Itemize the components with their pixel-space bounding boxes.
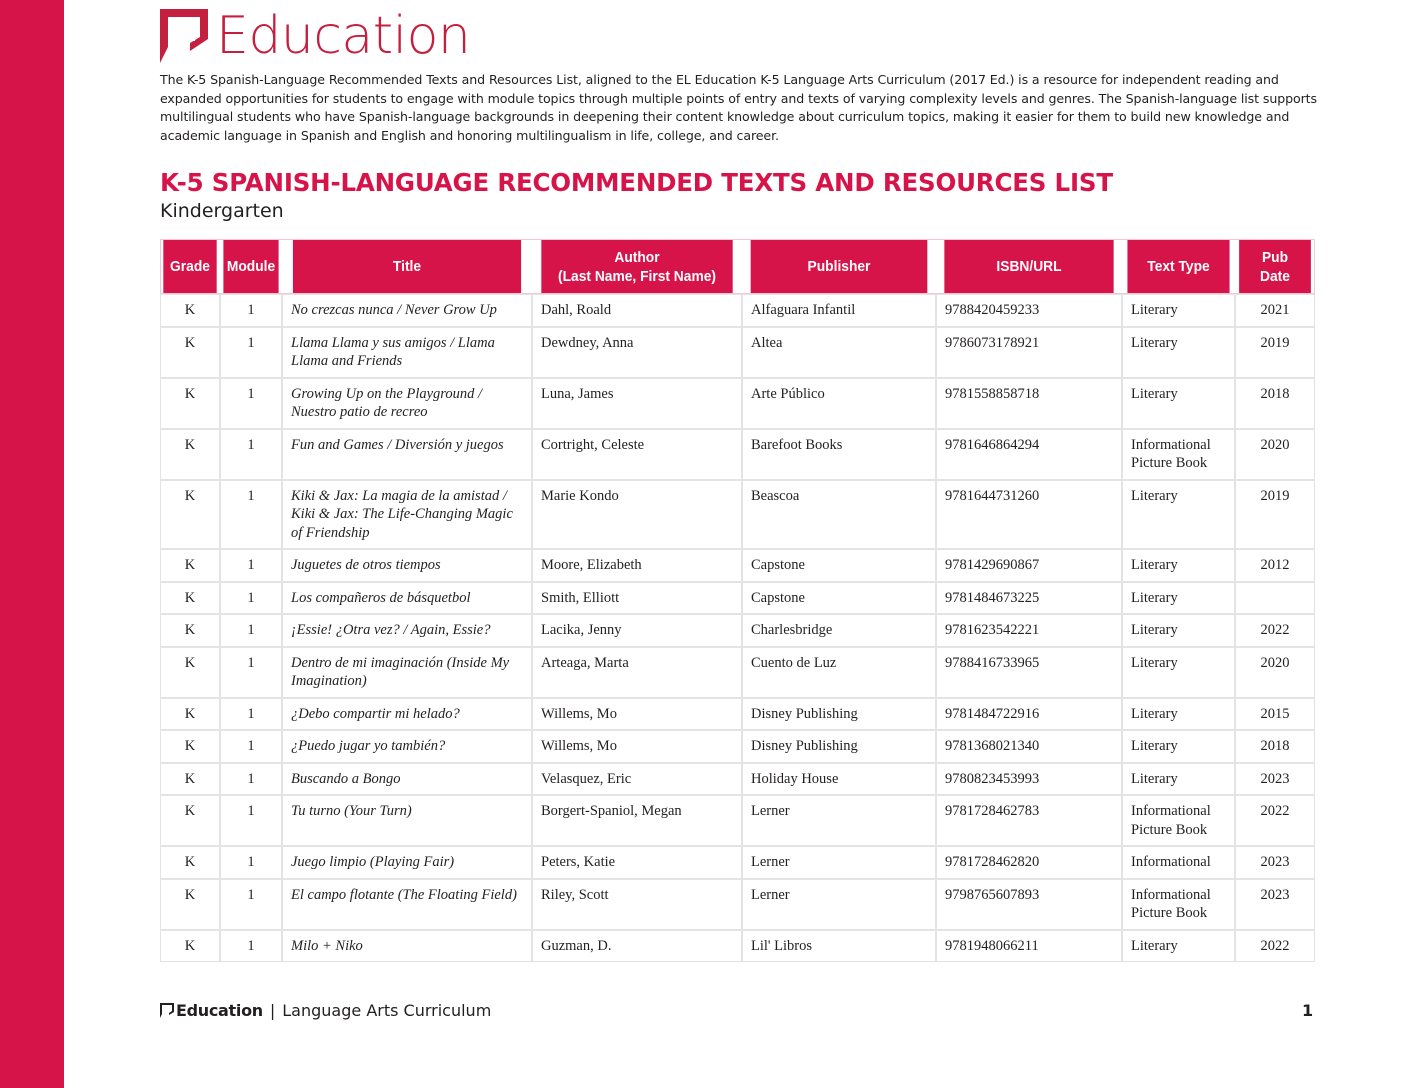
- table-row: [161, 764, 1314, 795]
- cell-isbn: 9798765607893: [937, 880, 1121, 929]
- cell-grade: K: [161, 481, 219, 549]
- cell-module: 1: [221, 430, 281, 479]
- header-author-line1: Author: [614, 248, 660, 266]
- cell-author: Dahl, Roald: [533, 295, 741, 326]
- cell-publisher: Lerner: [743, 880, 935, 929]
- cell-module: 1: [221, 379, 281, 428]
- cell-module: 1: [221, 583, 281, 614]
- cell-title: ¿Debo compartir mi helado?: [283, 699, 531, 730]
- cell-author: Dewdney, Anna: [533, 328, 741, 377]
- cell-publisher: Holiday House: [743, 764, 935, 795]
- cell-text-type: Literary: [1123, 550, 1234, 581]
- cell-author: Arteaga, Marta: [533, 648, 741, 697]
- cell-pub-date: [1236, 583, 1314, 614]
- cell-text-type: Informational Picture Book: [1123, 430, 1234, 479]
- cell-isbn: 9781484722916: [937, 699, 1121, 730]
- cell-author: Velasquez, Eric: [533, 764, 741, 795]
- cell-author: Guzman, D.: [533, 931, 741, 962]
- cell-module: 1: [221, 481, 281, 549]
- header-pub-line2: Date: [1260, 267, 1290, 285]
- table-row: [161, 699, 1314, 730]
- footer: [160, 1001, 491, 1020]
- cell-title: ¿Puedo jugar yo también?: [283, 731, 531, 762]
- cell-grade: K: [161, 931, 219, 962]
- cell-pub-date: 2019: [1236, 481, 1314, 549]
- cell-publisher: Disney Publishing: [743, 699, 935, 730]
- cell-pub-date: 2012: [1236, 550, 1314, 581]
- cell-grade: K: [161, 880, 219, 929]
- cell-text-type: Literary: [1123, 615, 1234, 646]
- cell-publisher: Cuento de Luz: [743, 648, 935, 697]
- cell-publisher: Arte Público: [743, 379, 935, 428]
- cell-text-type: Literary: [1123, 295, 1234, 326]
- table-row: [161, 430, 1314, 479]
- cell-text-type: Literary: [1123, 764, 1234, 795]
- page-number: 1: [1302, 1001, 1314, 1020]
- header-author-line2: (Last Name, First Name): [558, 267, 716, 285]
- cell-isbn: 9781948066211: [937, 931, 1121, 962]
- cell-title: Juego limpio (Playing Fair): [283, 847, 531, 878]
- cell-pub-date: 2015: [1236, 699, 1314, 730]
- cell-pub-date: 2022: [1236, 615, 1314, 646]
- footer-curriculum: Language Arts Curriculum: [282, 1001, 492, 1020]
- cell-grade: K: [161, 615, 219, 646]
- cell-grade: K: [161, 583, 219, 614]
- cell-author: Willems, Mo: [533, 699, 741, 730]
- cell-title: Buscando a Bongo: [283, 764, 531, 795]
- cell-title: ¡Essie! ¿Otra vez? / Again, Essie?: [283, 615, 531, 646]
- cell-text-type: Informational Picture Book: [1123, 880, 1234, 929]
- header-title: Title: [293, 240, 521, 293]
- cell-pub-date: 2022: [1236, 931, 1314, 962]
- table-row: [161, 583, 1314, 614]
- cell-module: 1: [221, 550, 281, 581]
- cell-pub-date: 2023: [1236, 764, 1314, 795]
- footer-separator: |: [269, 1001, 276, 1020]
- cell-module: 1: [221, 731, 281, 762]
- cell-isbn: 9781728462820: [937, 847, 1121, 878]
- cell-isbn: 9781429690867: [937, 550, 1121, 581]
- cell-author: Borgert-Spaniol, Megan: [533, 796, 741, 845]
- side-accent-bar: [0, 0, 64, 1088]
- cell-module: 1: [221, 796, 281, 845]
- cell-isbn: 9780823453993: [937, 764, 1121, 795]
- cell-title: Growing Up on the Playground / Nuestro patio de recreo: [283, 379, 531, 428]
- cell-author: Riley, Scott: [533, 880, 741, 929]
- cell-title: Juguetes de otros tiempos: [283, 550, 531, 581]
- cell-publisher: Beascoa: [743, 481, 935, 549]
- cell-text-type: Literary: [1123, 731, 1234, 762]
- cell-module: 1: [221, 847, 281, 878]
- cell-author: Marie Kondo: [533, 481, 741, 549]
- header-author: [541, 240, 732, 293]
- cell-grade: K: [161, 796, 219, 845]
- cell-grade: K: [161, 379, 219, 428]
- cell-title: Dentro de mi imaginación (Inside My Imagination): [283, 648, 531, 697]
- cell-module: 1: [221, 648, 281, 697]
- table-row: [161, 648, 1314, 697]
- el-logo-mark-icon: [160, 9, 208, 63]
- cell-publisher: Lil' Libros: [743, 931, 935, 962]
- cell-pub-date: 2021: [1236, 295, 1314, 326]
- cell-isbn: 9781558858718: [937, 379, 1121, 428]
- cell-author: Moore, Elizabeth: [533, 550, 741, 581]
- footer-brand: Education: [176, 1001, 263, 1020]
- cell-isbn: 9781646864294: [937, 430, 1121, 479]
- cell-title: Milo + Niko: [283, 931, 531, 962]
- header-module: Module: [223, 240, 278, 293]
- cell-text-type: Informational: [1123, 847, 1234, 878]
- cell-title: Fun and Games / Diversión y juegos: [283, 430, 531, 479]
- cell-title: Tu turno (Your Turn): [283, 796, 531, 845]
- cell-module: 1: [221, 615, 281, 646]
- cell-publisher: Altea: [743, 328, 935, 377]
- cell-text-type: Literary: [1123, 328, 1234, 377]
- cell-title: El campo flotante (The Floating Field): [283, 880, 531, 929]
- table-header-row: [161, 240, 1314, 293]
- cell-title: Kiki & Jax: La magia de la amistad / Kiki & Jax: The Life-Changing Magic of Friendship: [283, 481, 531, 549]
- table-row: [161, 379, 1314, 428]
- cell-publisher: Lerner: [743, 847, 935, 878]
- cell-publisher: Barefoot Books: [743, 430, 935, 479]
- cell-module: 1: [221, 328, 281, 377]
- cell-publisher: Charlesbridge: [743, 615, 935, 646]
- cell-pub-date: 2019: [1236, 328, 1314, 377]
- table-row: [161, 796, 1314, 845]
- table-row: [161, 931, 1314, 962]
- cell-isbn: 9788416733965: [937, 648, 1121, 697]
- cell-grade: K: [161, 699, 219, 730]
- header-isbn: ISBN/URL: [944, 240, 1113, 293]
- cell-author: Smith, Elliott: [533, 583, 741, 614]
- cell-pub-date: 2020: [1236, 648, 1314, 697]
- el-education-logo: [160, 8, 470, 64]
- cell-title: No crezcas nunca / Never Grow Up: [283, 295, 531, 326]
- cell-title: Los compañeros de básquetbol: [283, 583, 531, 614]
- cell-pub-date: 2018: [1236, 731, 1314, 762]
- cell-author: Lacika, Jenny: [533, 615, 741, 646]
- cell-pub-date: 2022: [1236, 796, 1314, 845]
- cell-text-type: Informational Picture Book: [1123, 796, 1234, 845]
- cell-text-type: Literary: [1123, 931, 1234, 962]
- intro-paragraph: The K-5 Spanish-Language Recommended Texts and Resources List, aligned to the EL Education K-5 Language Arts Curriculum (2017 Ed.) is a resource for independent reading and expanded opportunities for students to engage with module topics through multiple points of entry and texts of varying complexity levels and genres. The Spanish-language list supports multilingual students who have Spanish-language backgrounds in deepening their content knowledge about curriculum topics, making it easier for them to build new knowledge and academic language in Spanish and English and honoring multilingualism in life, college, and career.: [160, 72, 1317, 143]
- cell-title: Llama Llama y sus amigos / Llama Llama and Friends: [283, 328, 531, 377]
- el-footer-logo-icon: [160, 1003, 174, 1018]
- table-row: [161, 615, 1314, 646]
- cell-publisher: Capstone: [743, 583, 935, 614]
- logo-wordmark: Education: [216, 6, 471, 66]
- header-text-type: Text Type: [1127, 240, 1229, 293]
- cell-publisher: Disney Publishing: [743, 731, 935, 762]
- table-row: [161, 481, 1314, 549]
- cell-module: 1: [221, 880, 281, 929]
- cell-isbn: 9781623542221: [937, 615, 1121, 646]
- cell-isbn: 9781728462783: [937, 796, 1121, 845]
- cell-grade: K: [161, 648, 219, 697]
- cell-text-type: Literary: [1123, 379, 1234, 428]
- cell-grade: K: [161, 430, 219, 479]
- cell-module: 1: [221, 931, 281, 962]
- cell-isbn: 9788420459233: [937, 295, 1121, 326]
- cell-grade: K: [161, 295, 219, 326]
- cell-pub-date: 2023: [1236, 880, 1314, 929]
- table-row: [161, 295, 1314, 326]
- cell-text-type: Literary: [1123, 583, 1234, 614]
- cell-module: 1: [221, 295, 281, 326]
- header-pub-date: [1239, 240, 1311, 293]
- recommended-texts-table: [159, 238, 1316, 963]
- cell-grade: K: [161, 731, 219, 762]
- cell-isbn: 9781368021340: [937, 731, 1121, 762]
- cell-pub-date: 2023: [1236, 847, 1314, 878]
- cell-author: Peters, Katie: [533, 847, 741, 878]
- table-row: [161, 550, 1314, 581]
- header-grade: Grade: [163, 240, 216, 293]
- cell-publisher: Lerner: [743, 796, 935, 845]
- grade-subtitle: Kindergarten: [160, 200, 284, 222]
- cell-text-type: Literary: [1123, 648, 1234, 697]
- cell-isbn: 9786073178921: [937, 328, 1121, 377]
- cell-isbn: 9781644731260: [937, 481, 1121, 549]
- cell-pub-date: 2020: [1236, 430, 1314, 479]
- cell-author: Cortright, Celeste: [533, 430, 741, 479]
- cell-text-type: Literary: [1123, 699, 1234, 730]
- cell-text-type: Literary: [1123, 481, 1234, 549]
- cell-author: Luna, James: [533, 379, 741, 428]
- cell-author: Willems, Mo: [533, 731, 741, 762]
- table-row: [161, 731, 1314, 762]
- page-title: K-5 SPANISH-LANGUAGE RECOMMENDED TEXTS AND RESOURCES LIST: [160, 168, 1113, 197]
- cell-publisher: Capstone: [743, 550, 935, 581]
- table-row: [161, 328, 1314, 377]
- cell-isbn: 9781484673225: [937, 583, 1121, 614]
- cell-pub-date: 2018: [1236, 379, 1314, 428]
- cell-grade: K: [161, 764, 219, 795]
- cell-grade: K: [161, 847, 219, 878]
- cell-grade: K: [161, 328, 219, 377]
- cell-publisher: Alfaguara Infantil: [743, 295, 935, 326]
- header-pub-line1: Pub: [1261, 248, 1289, 266]
- cell-module: 1: [221, 699, 281, 730]
- header-publisher: Publisher: [751, 240, 928, 293]
- cell-grade: K: [161, 550, 219, 581]
- table-row: [161, 880, 1314, 929]
- table-row: [161, 847, 1314, 878]
- cell-module: 1: [221, 764, 281, 795]
